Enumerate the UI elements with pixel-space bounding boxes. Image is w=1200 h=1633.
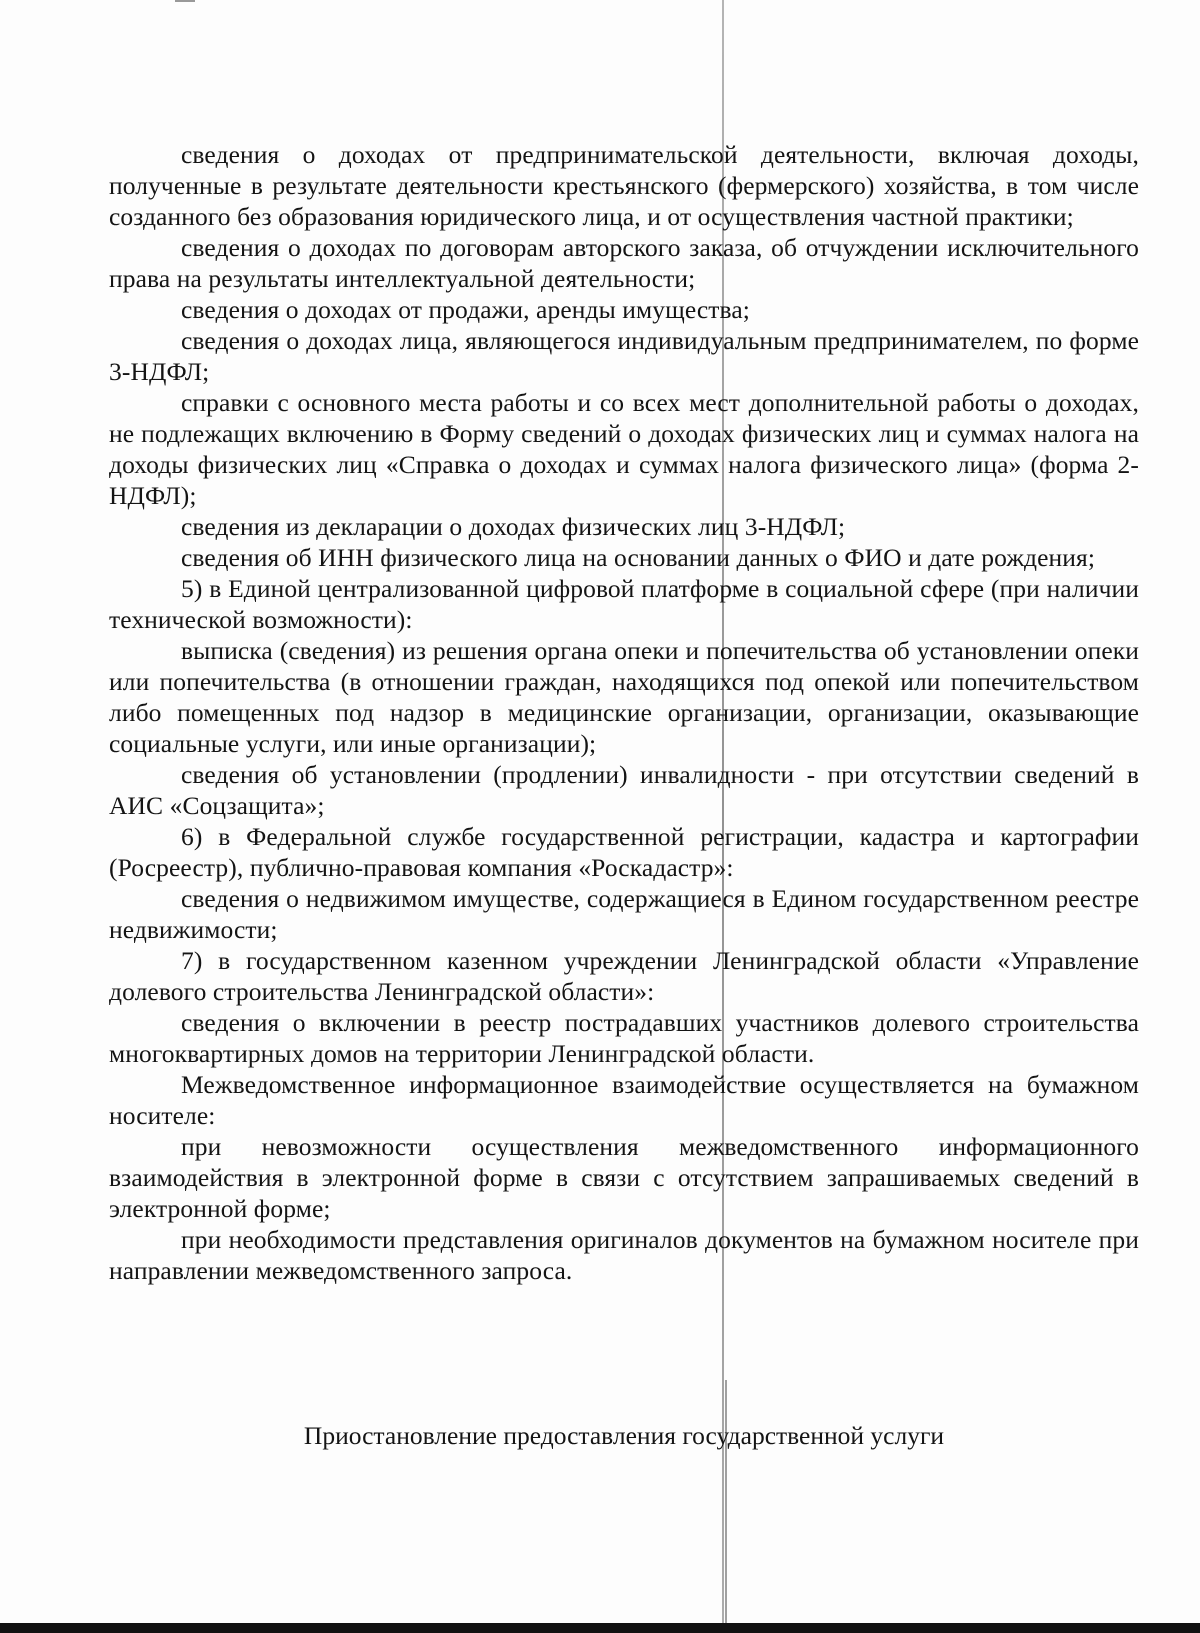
document-body [109,139,1139,1286]
paragraph-electronic-impossibility: при невозможности осуществления межведомственного информационного взаимодействия в электронной форме в связи с отсутствием запрашиваемых сведений в электронной форме; [109,1132,1139,1223]
scan-fold-line-lower [725,1380,727,1633]
paragraph-item-6-rosreestr: 6) в Федеральной службе государственной регистрации, кадастра и картографии (Росреестр), публично-правовая компания «Роскадастр»: [109,822,1139,882]
paragraph-inn-info: сведения об ИНН физического лица на основании данных о ФИО и дате рождения; [181,543,1096,572]
paragraph-originals-needed: при необходимости представления оригиналов документов на бумажном носителе при направлении межведомственного запроса. [109,1225,1139,1285]
paragraph-real-estate-info: сведения о недвижимом имуществе, содержащиеся в Едином государственном реестре недвижимости; [109,884,1139,944]
paragraph-item-7-shared-construction: 7) в государственном казенном учреждении Ленинградской области «Управление долевого строительства Ленинградской области»: [109,946,1139,1006]
paragraph-employment-certificates: справки с основного места работы и со всех мест дополнительной работы о доходах, не подлежащих включению в Форму сведений о доходах физических лиц и суммах налога на доходы физических лиц «Справка о доходах и суммах налога физического лица» (форма 2-НДФЛ); [109,388,1139,510]
paragraph-entrepreneur-income: сведения о доходах от предпринимательской деятельности, включая доходы, полученные в результате деятельности крестьянского (фермерского) хозяйства, в том числе созданного без образования юридического лица, и от осуществления частной практики; [109,140,1139,231]
paragraph-declaration-3ndfl: сведения из декларации о доходах физических лиц 3-НДФЛ; [181,512,846,541]
scan-artifact-mark [175,0,195,2]
paragraph-item-5-digital-platform: 5) в Единой централизованной цифровой платформе в социальной сфере (при наличии технической возможности): [109,574,1139,634]
paragraph-author-contracts-income: сведения о доходах по договорам авторского заказа, об отчуждении исключительного права на результаты интеллектуальной деятельности; [109,233,1139,293]
paragraph-paper-interaction: Межведомственное информационное взаимодействие осуществляется на бумажном носителе: [109,1070,1139,1130]
scan-bottom-edge [0,1623,1200,1633]
paragraph-individual-entrepreneur-income: сведения о доходах лица, являющегося индивидуальным предпринимателем, по форме 3-НДФЛ; [109,326,1139,386]
paragraph-affected-participants-registry: сведения о включении в реестр пострадавших участников долевого строительства многоквартирных домов на территории Ленинградской области. [109,1008,1139,1068]
paragraph-disability-info: сведения об установлении (продлении) инвалидности - при отсутствии сведений в АИС «Соцзащита»; [109,760,1139,820]
section-heading: Приостановление предоставления государственной услуги [303,1421,945,1450]
paragraph-property-sale-income: сведения о доходах от продажи, аренды имущества; [181,295,750,324]
paragraph-guardianship-extract: выписка (сведения) из решения органа опеки и попечительства об установлении опеки или попечительства (в отношении граждан, находящихся под опекой или попечительством либо помещенных под надзор в медицинские организации, организации, оказывающие социальные услуги, или иные организации); [109,636,1139,758]
